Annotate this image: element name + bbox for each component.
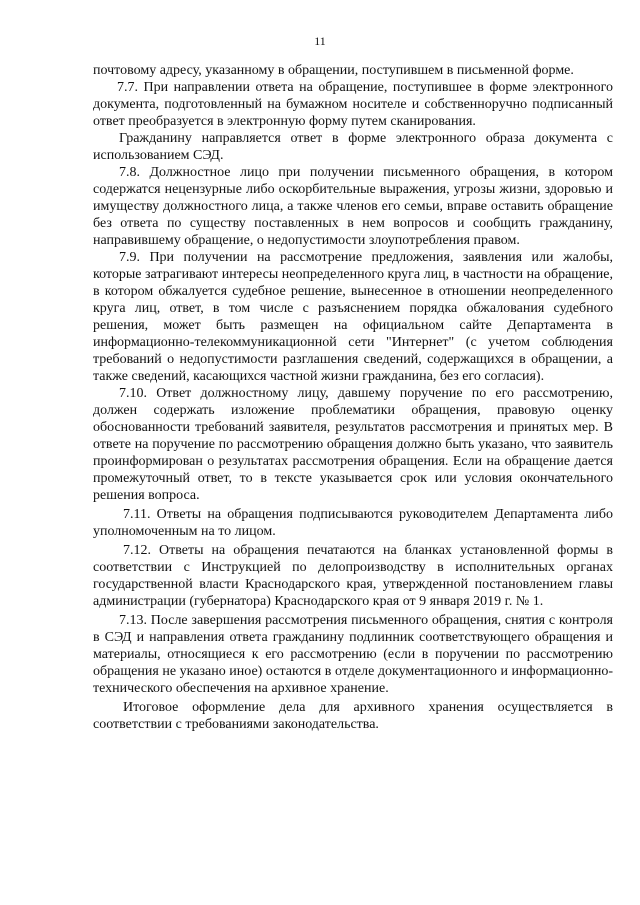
paragraph-7-7-electronic: Гражданину направляется ответ в форме электронного образа документа с использованием СЭД.: [93, 131, 613, 163]
paragraph-7-12: 7.12. Ответы на обращения печатаются на бланках установленной формы в соответствии с Инструкцией по делопроизводству в исполнительных органах государственной власти Краснодарского края, утвержденной постановлением главы администрации (губернатора) Краснодарского края от 9 января 2019 г. № 1.: [93, 543, 613, 609]
paragraph-7-8: 7.8. Должностное лицо при получении письменного обращения, в котором содержатся нецензурные либо оскорбительные выражения, угрозы жизни, здоровью и имуществу должностного лица, а также членов его семьи, вправе оставить обращение без ответа по существу поставленных в нем вопросов и сообщить гражданину, направившему обращение, о недопустимости злоупотребления правом.: [93, 165, 613, 248]
page-number: 11: [314, 34, 326, 48]
document-body: [93, 62, 613, 733]
paragraph-7-13: 7.13. После завершения рассмотрения письменного обращения, снятия с контроля в СЭД и направления ответа гражданину подлинник соответствующего обращения и материалы, относящиеся к его рассмотрению (если в поручении по рассмотрению обращения не указано иное) остаются в отделе документационного и информационно-технического обеспечения на архивное хранение.: [93, 613, 613, 696]
paragraph-archive: Итоговое оформление дела для архивного хранения осуществляется в соответствии с требованиями законодательства.: [93, 700, 613, 732]
paragraph-7-10: 7.10. Ответ должностному лицу, давшему поручение по его рассмотрению, должен содержать изложение проблематики обращения, правовую оценку обоснованности требований заявителя, результатов рассмотрения и принятых мер. В ответе на поручение по рассмотрению обращения должно быть указано, что заявитель проинформирован о результатах рассмотрения обращения. Если на обращение дается промежуточный ответ, то в тексте указывается срок или условия окончательного решения вопроса.: [93, 386, 613, 503]
paragraph-7-9: 7.9. При получении на рассмотрение предложения, заявления или жалобы, которые затрагивают интересы неопределенного круга лиц, в частности на обращение, в котором обжалуется судебное решение, вынесенное в отношении неопределенного круга лиц, ответ, в том числе с разъяснением порядка обжалования судебного решения, может быть размещен на официальном сайте Департамента в информационно-телекоммуникационной сети "Интернет" (с учетом соблюдения требований о недопустимости разглашения сведений, содержащихся в обращении, а также сведений, касающихся частной жизни гражданина, без его согласия).: [93, 250, 613, 384]
paragraph-continuation: почтовому адресу, указанному в обращении, поступившем в письменной форме.: [93, 63, 574, 78]
paragraph-7-7: 7.7. При направлении ответа на обращение, поступившее в форме электронного документа, подготовленный на бумажном носителе и собственноручно подписанный ответ преобразуется в электронную форму путем сканирования.: [93, 80, 613, 129]
paragraph-7-11: 7.11. Ответы на обращения подписываются руководителем Департамента либо уполномоченным на то лицом.: [93, 507, 613, 539]
